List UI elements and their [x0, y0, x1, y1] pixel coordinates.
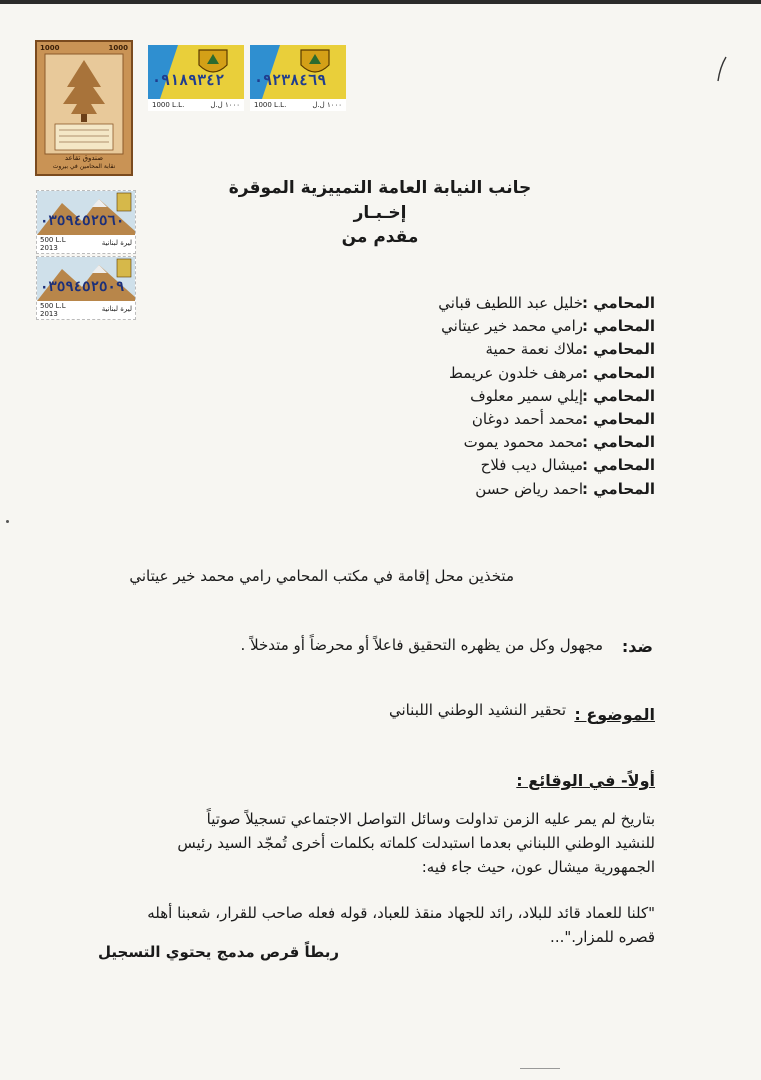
bar-association-stamp: [35, 40, 133, 176]
against-text: مجهول وكل من يظهره التحقيق فاعلاً أو محرضاً أو متدخلاً .: [240, 636, 603, 654]
fiscal-stamp-2: [250, 45, 346, 111]
pen-mark-icon: [712, 55, 732, 85]
fiscal-stamp-1-value-en: 1000 L.L.: [152, 101, 185, 109]
fiscal-stamp-2-number: ٠٩٢٣٨٤٦٩: [254, 71, 327, 89]
lawyer-name: إيلي سمير معلوف: [470, 386, 583, 405]
lawyer-name: ملاك نعمة حمية: [485, 340, 583, 359]
stamp-text-line1: صندوق تقاعد: [64, 154, 104, 162]
fiscal-stamp-1: [148, 45, 244, 111]
fiscal-stamp-2-value-ar: ١٠٠٠ ل.ل: [312, 101, 342, 109]
lawyer-name: محمد محمود يموت: [463, 433, 583, 452]
subject-text: تحقير النشيد الوطني اللبناني: [388, 701, 566, 719]
attachment-note: ربطاً قرص مدمج يحتوي التسجيل: [98, 943, 339, 961]
side-stamp-1-number: ٠٣٥٩٤٥٢٥٦٠: [40, 213, 125, 229]
document-type: إخـبـار: [353, 203, 407, 223]
quote-line: قصره للمزار."...: [550, 928, 655, 946]
side-stamp-2: [36, 256, 136, 320]
fiscal-stamp-1-value-ar: ١٠٠٠ ل.ل: [210, 101, 240, 109]
lawyer-label: المحامي :: [582, 363, 655, 382]
stamp-corner-left: 1000: [40, 44, 60, 52]
lawyer-label: المحامي :: [582, 479, 655, 498]
facts-line: للنشيد الوطني اللبناني بعدما استبدلت كلماته بكلمات أخرى تُمجّد السيد رئيس: [177, 834, 655, 852]
lawyer-name: مرهف خلدون عريمط: [449, 363, 583, 382]
facts-line: بتاريخ لم يمر عليه الزمن تداولت وسائل التواصل الاجتماعي تسجيلاً صوتياً: [206, 810, 655, 828]
side-stamp-2-label: ليرة لبنانية: [101, 305, 132, 313]
lawyer-label: المحامي :: [582, 340, 655, 359]
stamp-text-line2: نقابة المحامين في بيروت: [52, 163, 116, 170]
lawyer-label: المحامي :: [582, 317, 655, 336]
anthem-quote: [110, 901, 655, 949]
against-label: ضد:: [621, 637, 653, 656]
lawyer-label: المحامي :: [582, 456, 655, 475]
lawyer-label: المحامي :: [582, 386, 655, 405]
scan-speck: [520, 1068, 560, 1069]
side-stamp-2-number: ٠٣٥٩٤٥٢٥٠٩: [40, 279, 125, 295]
side-stamp-2-year: 2013: [40, 310, 58, 318]
fiscal-stamp-2-value-en: 1000 L.L.: [254, 101, 287, 109]
quote-line: "كلنا للعماد قائد للبلاد، رائد للجهاد منقذ للعباد، قوله فعله صاحب للقرار، شعبنا أهله: [147, 904, 655, 922]
side-stamp-1: [36, 190, 136, 254]
domicile-statement: متخذين محل إقامة في مكتب المحامي رامي محمد خير عيتاني: [129, 567, 514, 585]
lawyer-name: رامي محمد خير عيتاني: [441, 317, 583, 336]
side-stamp-1-year: 2013: [40, 244, 58, 252]
fiscal-stamp-1-number: ٠٩١٨٩٣٤٢: [152, 71, 225, 89]
submitted-by-label: مقدم من: [341, 227, 419, 247]
stamp-corner-right: 1000: [108, 44, 128, 52]
side-stamp-1-value: 500 L.L: [40, 236, 66, 244]
side-stamp-2-value: 500 L.L: [40, 302, 66, 310]
facts-heading: أولاً- في الوقائع :: [516, 771, 655, 790]
lawyer-name: محمد أحمد دوغان: [471, 410, 583, 428]
facts-paragraph: [110, 807, 655, 879]
lawyer-label: المحامي :: [582, 294, 655, 312]
lawyer-name: خليل عبد اللطيف قباني: [438, 294, 583, 312]
lawyer-name: احمد رياض حسن: [475, 479, 583, 498]
facts-line: الجمهورية ميشال عون، حيث جاء فيه:: [421, 858, 655, 876]
side-stamp-1-label: ليرة لبنانية: [101, 239, 132, 247]
lawyer-name: ميشال ديب فلاح: [480, 456, 583, 475]
subject-label: الموضوع :: [574, 705, 655, 724]
addressee-heading: جانب النيابة العامة التمييزية الموقرة: [228, 178, 532, 198]
scan-edge: [0, 0, 761, 4]
lawyer-label: المحامي :: [582, 410, 655, 428]
scan-speck: [6, 520, 9, 523]
lawyer-label: المحامي :: [582, 433, 655, 452]
